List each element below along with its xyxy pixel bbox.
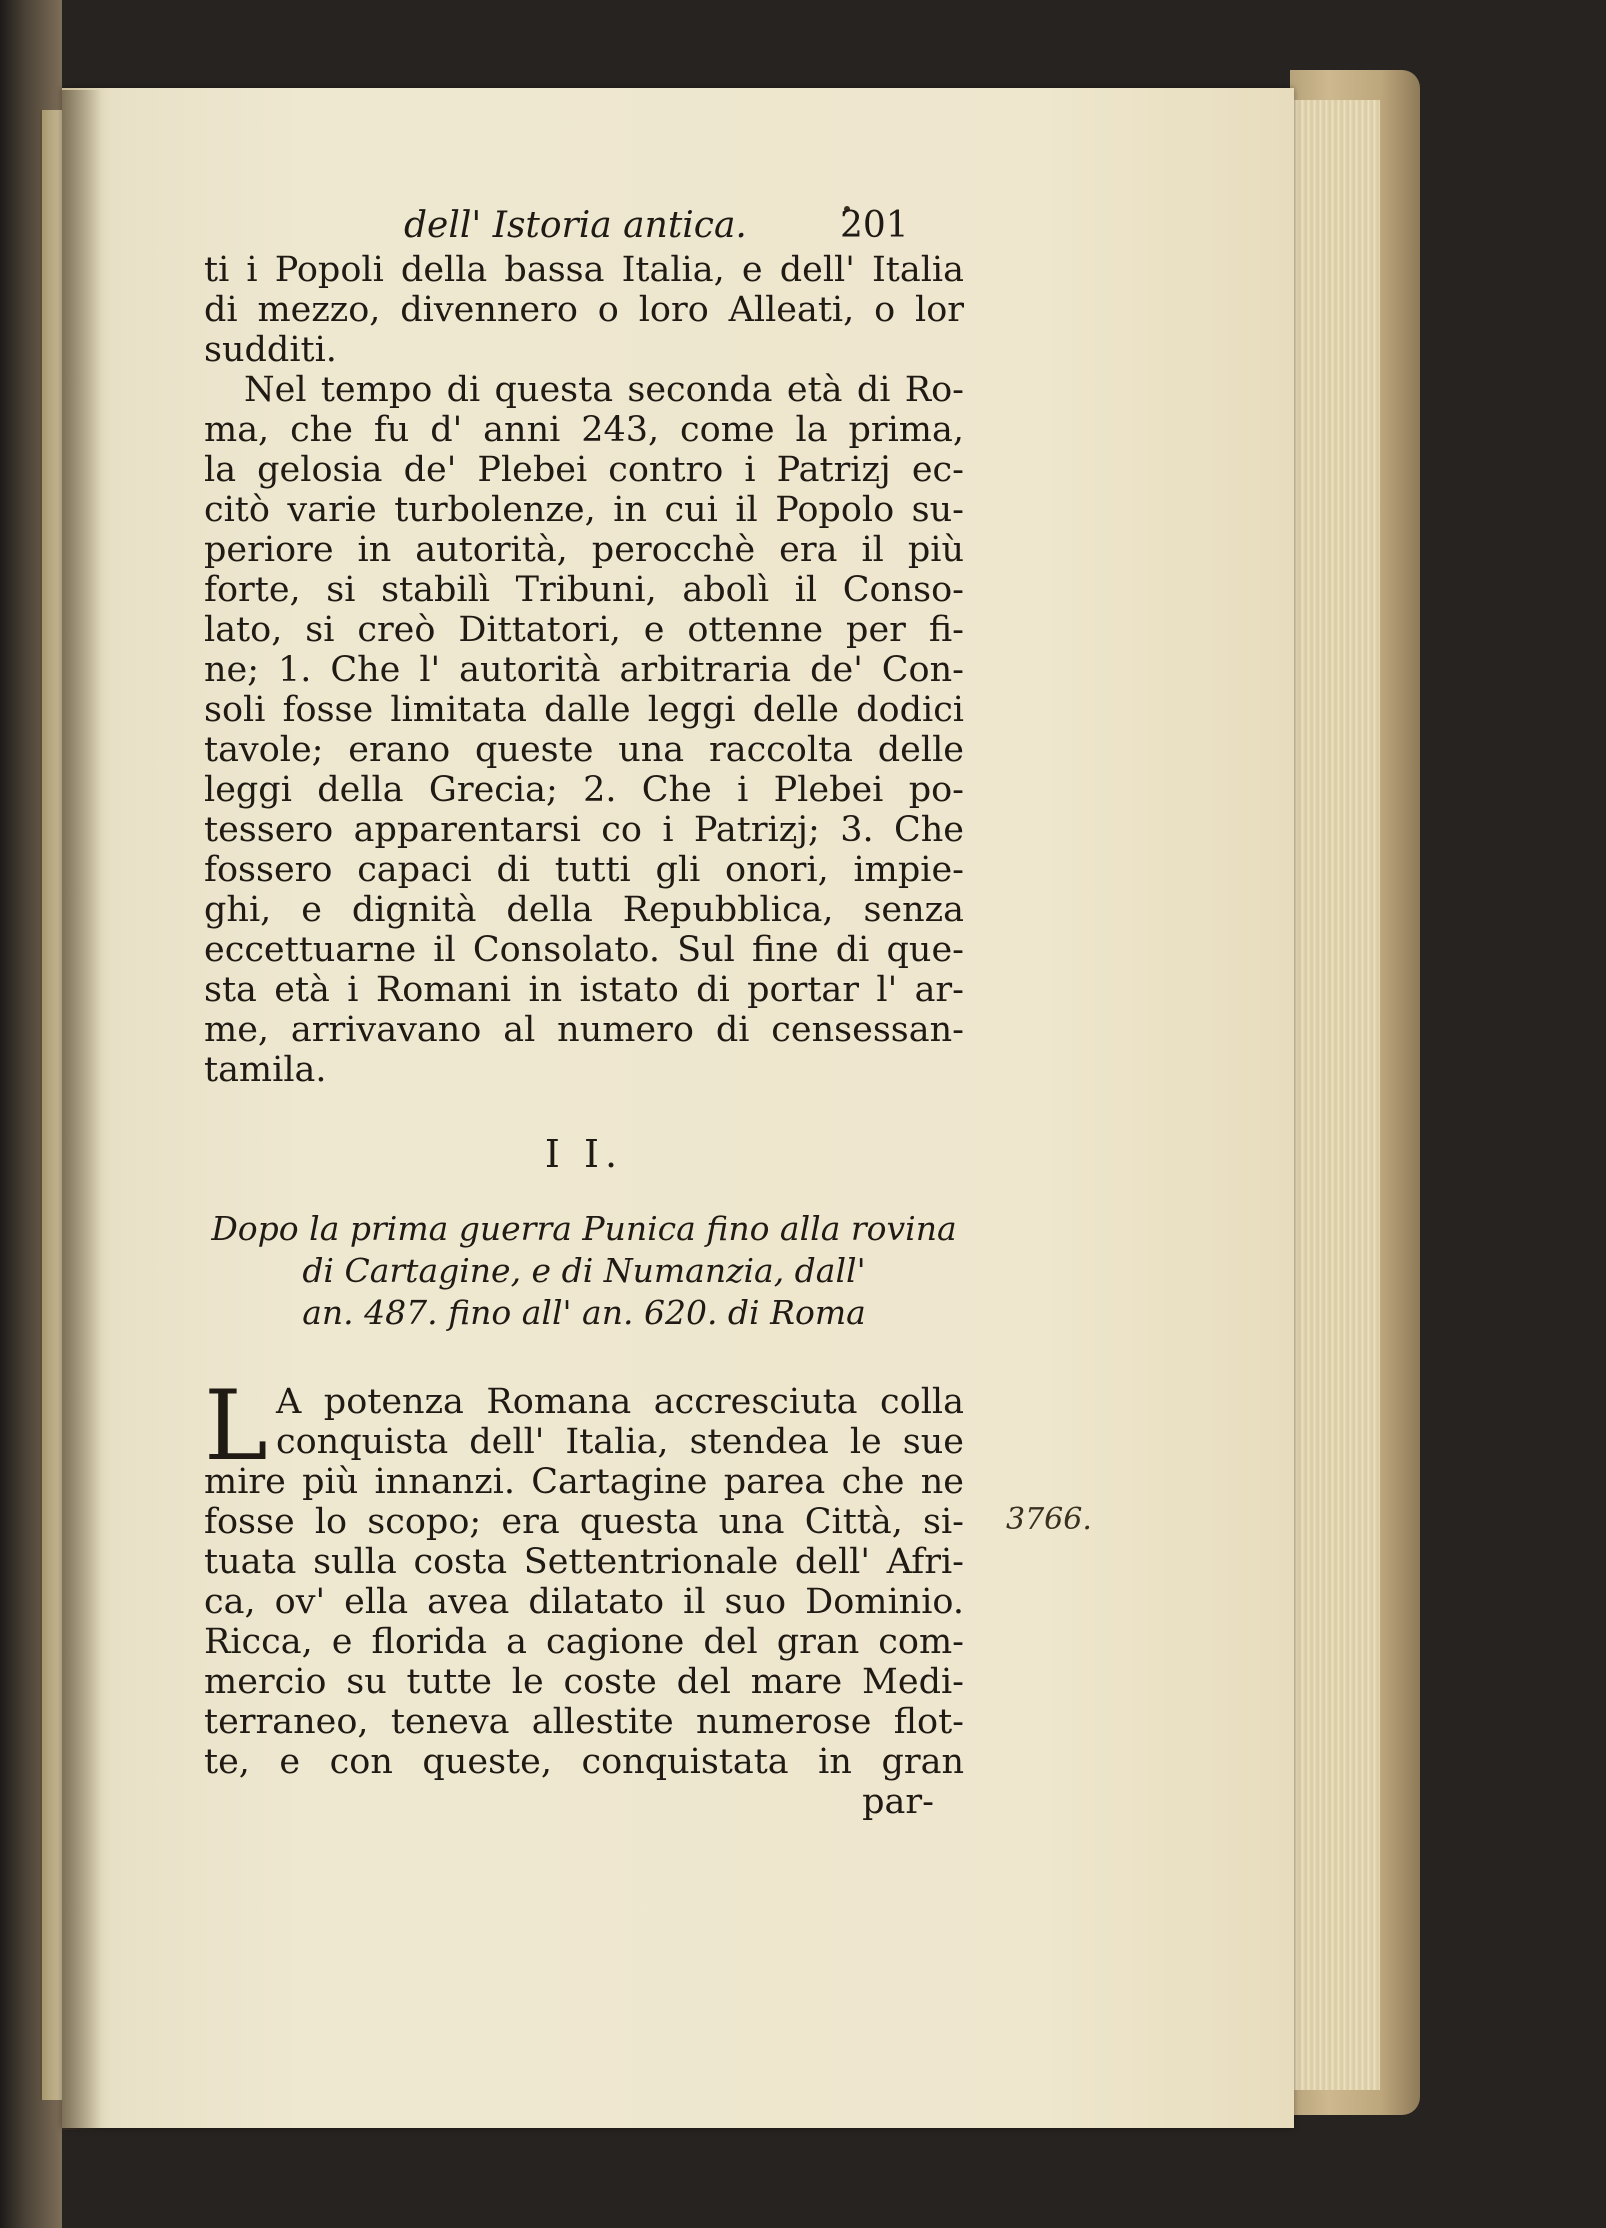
text-line: sudditi. [204, 330, 337, 370]
text-line: periore in autorità, perocchè era il più [204, 530, 964, 570]
page-text [204, 200, 964, 1822]
text-line: mire più innanzi. Cartagine parea che ne [204, 1462, 964, 1502]
running-head: dell' Istoria antica. [404, 205, 747, 246]
section-title [204, 1208, 964, 1334]
page-header [204, 200, 964, 250]
text-line: ti i Popoli della bassa Italia, e dell' Italia [204, 250, 964, 290]
text-line: citò varie turbolenze, in cui il Popolo su- [204, 490, 964, 530]
text-line: eccettuarne il Consolato. Sul fine di que- [204, 930, 964, 970]
paragraph-3 [204, 1370, 964, 1782]
text-line: tavole; erano queste una raccolta delle [204, 730, 964, 770]
text-line: ca, ov' ella avea dilatato il suo Dominio. [204, 1582, 964, 1622]
margin-note: 3766. [1006, 1502, 1092, 1537]
text-line: lato, si creò Dittatori, e ottenne per fi- [204, 610, 964, 650]
section-title-line: Dopo la prima guerra Punica fino alla rovina [211, 1209, 957, 1248]
section-title-line: di Cartagine, e di Numanzia, dall' [302, 1251, 866, 1290]
section-number: I I. [544, 1132, 624, 1176]
text-line: fosse lo scopo; era questa una Città, si- [204, 1502, 964, 1542]
text-line: mercio su tutte le coste del mare Medi- [204, 1662, 964, 1702]
text-line: tessero apparentarsi co i Patrizj; 3. Che [204, 810, 964, 850]
text-line: sta età i Romani in istato di portar l' ar- [204, 970, 964, 1010]
text-line: ma, che fu d' anni 243, come la prima, [204, 410, 964, 450]
paragraph-1 [204, 250, 964, 370]
text-line: ne; 1. Che l' autorità arbitraria de' Con- [204, 650, 964, 690]
text-line: di mezzo, divennero o loro Alleati, o lor [204, 290, 964, 330]
text-line: conquista dell' Italia, stendea le sue [276, 1422, 964, 1462]
text-line: te, e con queste, conquistata in gran [204, 1742, 964, 1782]
text-line: Ricca, e florida a cagione del gran com- [204, 1622, 964, 1662]
text-line: terraneo, teneva allestite numerose flot- [204, 1702, 964, 1742]
paragraph-2 [204, 370, 964, 1090]
text-line: me, arrivavano al numero di censessan- [204, 1010, 964, 1050]
drop-cap: L [204, 1370, 268, 1482]
text-line: forte, si stabilì Tribuni, abolì il Conso- [204, 570, 964, 610]
text-line: Nel tempo di questa seconda età di Ro- [244, 370, 964, 410]
text-line: fossero capaci di tutti gli onori, impie- [204, 850, 964, 890]
catchword: par- [862, 1782, 934, 1822]
section-title-line: an. 487. fino all' an. 620. di Roma [302, 1293, 866, 1332]
text-line: tamila. [204, 1050, 327, 1090]
page-number: 201 [840, 205, 909, 246]
text-line: la gelosia de' Plebei contro i Patrizj ec- [204, 450, 964, 490]
page-edges [1285, 100, 1380, 2090]
text-line: A potenza Romana accresciuta colla [276, 1382, 964, 1422]
text-line: soli fosse limitata dalle leggi delle dodici [204, 690, 964, 730]
text-line: ghi, e dignità della Repubblica, senza [204, 890, 964, 930]
spine-shadow [62, 90, 102, 2130]
text-line: leggi della Grecia; 2. Che i Plebei po- [204, 770, 964, 810]
text-line: tuata sulla costa Settentrionale dell' Afri- [204, 1542, 964, 1582]
